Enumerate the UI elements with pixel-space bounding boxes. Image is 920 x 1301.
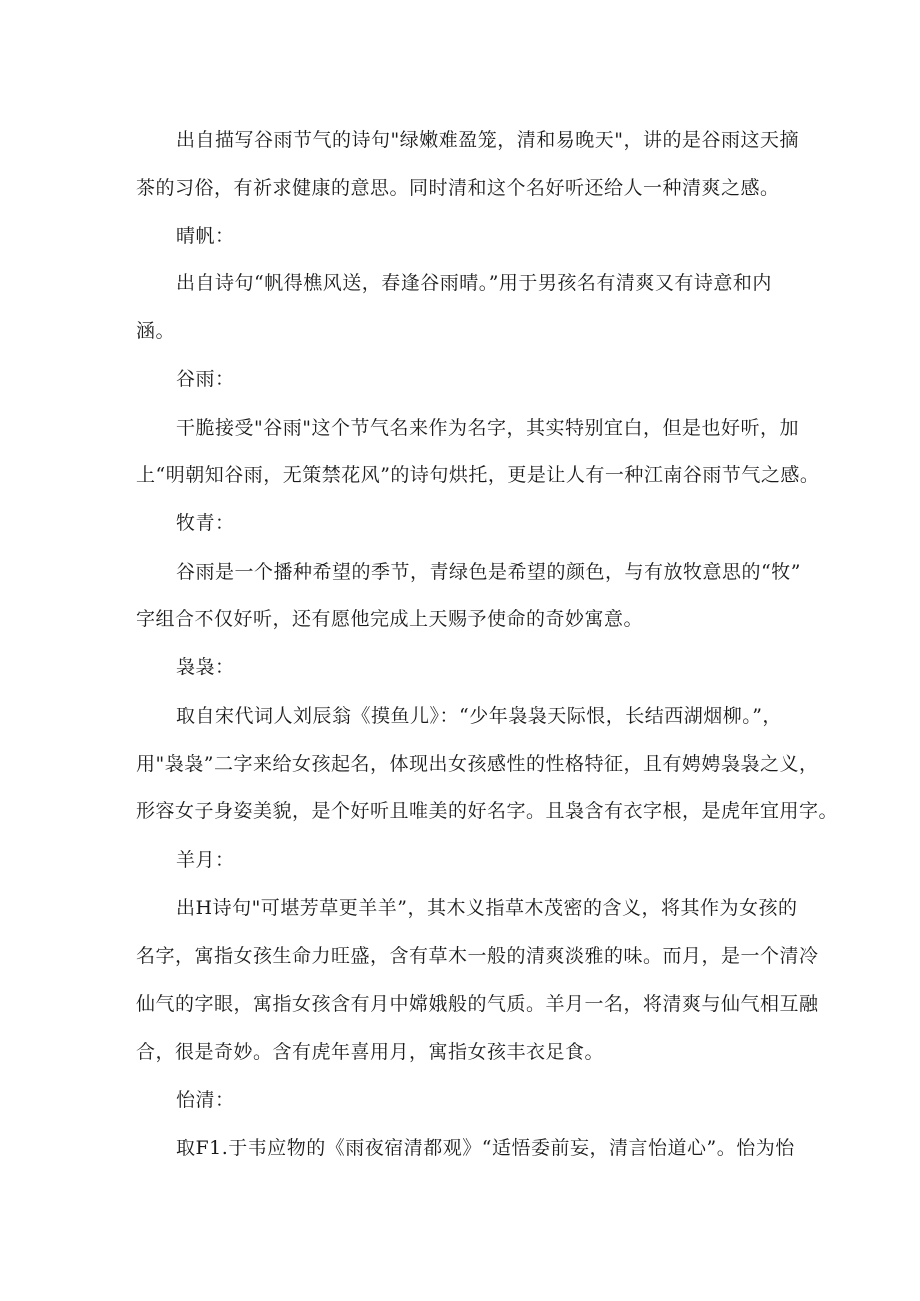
paragraph-qinghe-line-2: 茶的习俗，有祈求健康的意思。同时清和这个名好听还给人一种清爽之感。 bbox=[136, 177, 780, 199]
heading-yiqing: 怡清： bbox=[176, 1089, 235, 1111]
paragraph-muqing-line-1: 谷雨是一个播种希望的季节，青绿色是希望的颜色，与有放牧意思的“牧” bbox=[176, 561, 801, 583]
paragraph-niaoniao-line-1: 取自宋代词人刘辰翁《摸鱼儿》：“少年袅袅天际恨，长结西湖烟柳。”， bbox=[176, 705, 782, 727]
heading-niaoniao: 袅袅： bbox=[176, 656, 235, 678]
paragraph-yiqing-line-1: 取F1.于韦应物的《雨夜宿清都观》“适悟委前妄，清言怡道心”。怡为怡 bbox=[176, 1137, 795, 1159]
paragraph-qingfan-line-2: 涵。 bbox=[136, 320, 176, 342]
heading-guyu: 谷雨： bbox=[176, 368, 235, 390]
heading-muqing: 牧青： bbox=[176, 512, 235, 534]
paragraph-yangyue-line-3: 仙气的字眼，寓指女孩含有月中嫦娥般的气质。羊月一名，将清爽与仙气相互融 bbox=[136, 993, 819, 1015]
paragraph-niaoniao-line-3: 形容女子身姿美貌，是个好听且唯美的好名字。且袅含有衣字根，是虎年宜用字。 bbox=[136, 800, 839, 822]
paragraph-yangyue-line-2: 名字，寓指女孩生命力旺盛，含有草木一般的清爽淡雅的味。而月，是一个清冷 bbox=[136, 945, 819, 967]
paragraph-yangyue-line-1: 出H诗句"可堪芳草更羊羊”，其木义指草木茂密的含义，将其作为女孩的 bbox=[176, 897, 798, 919]
paragraph-qingfan-line-1: 出自诗句“帆得樵风送，春逢谷雨晴。”用于男孩名有清爽又有诗意和内 bbox=[176, 272, 772, 294]
paragraph-qinghe-line-1: 出自描写谷雨节气的诗句"绿嫩难盈笼，清和易晚天"，讲的是谷雨这天摘 bbox=[176, 129, 799, 151]
heading-qingfan: 晴帆： bbox=[176, 225, 235, 247]
paragraph-niaoniao-line-2: 用"袅袅”二字来给女孩起名，体现出女孩感性的性格特征，且有娉娉袅袅之义， bbox=[136, 753, 819, 775]
paragraph-guyu-line-2: 上“明朝知谷雨，无策禁花风”的诗句烘托，更是让人有一种江南谷雨节气之感。 bbox=[136, 464, 820, 486]
heading-yangyue: 羊月： bbox=[176, 849, 235, 871]
paragraph-guyu-line-1: 干脆接受"谷雨"这个节气名来作为名字，其实特别宜白，但是也好听，加 bbox=[176, 417, 799, 439]
paragraph-muqing-line-2: 字组合不仅好听，还有愿他完成上天赐予使命的奇妙寓意。 bbox=[136, 608, 644, 630]
paragraph-yangyue-line-4: 合，很是奇妙。含有虎年喜用月，寓指女孩丰衣足食。 bbox=[136, 1041, 605, 1063]
